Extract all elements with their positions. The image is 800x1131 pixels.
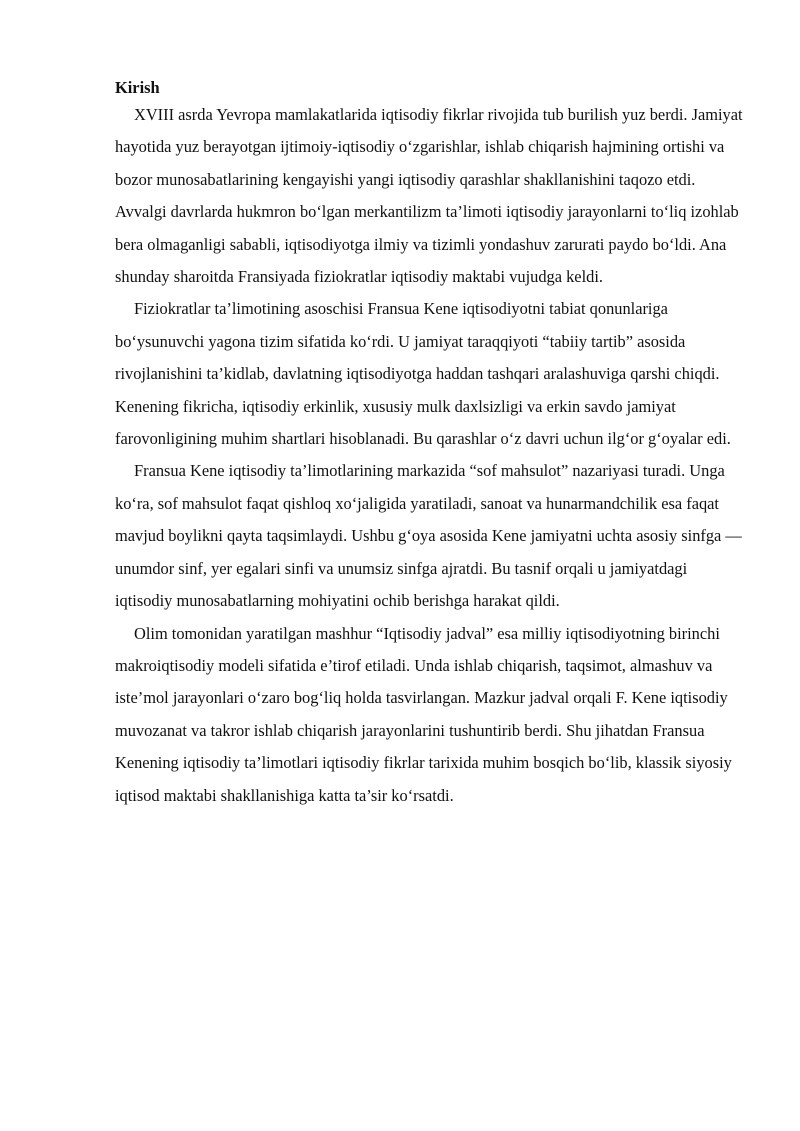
document-body bbox=[115, 77, 745, 812]
paragraph-3: Fransua Kene iqtisodiy ta’limotlarining markazida “sof mahsulot” nazariyasi turadi. Unga ko‘ra, sof mahsulot faqat qishloq xo‘jaligida yaratiladi, sanoat va hunarmandchilik esa faqat mavjud boylikni qayta taqsimlaydi. Ushbu g‘oya asosida Kene jamiyatni uchta asosiy sinfga — unumdor sinf, yer egalari sinfi va unumsiz sinfga ajratdi. Bu tasnif orqali u jamiyatdagi iqtisodiy munosabatlarning mohiyatini ochib berishga harakat qildi. bbox=[115, 461, 742, 611]
paragraph-1: XVIII asrda Yevropa mamlakatlarida iqtisodiy fikrlar rivojida tub burilish yuz berdi. Jamiyat hayotida yuz berayotgan ijtimoiy-iqtisodiy o‘zgarishlar, ishlab chiqarish hajmining ortishi va bozor munosabatlarining kengayishi yangi iqtisodiy qarashlar shakllanishini taqozo etdi. Avvalgi davrlarda hukmron bo‘lgan merkantilizm ta’limoti iqtisodiy jarayonlarni to‘liq izohlab bera olmaganligi sababli, iqtisodiyotga ilmiy va tizimli yondashuv zarurati paydo bo‘ldi. Ana shunday sharoitda Fransiyada fiziokratlar iqtisodiy maktabi vujudga keldi. bbox=[115, 105, 743, 287]
paragraph-4: Olim tomonidan yaratilgan mashhur “Iqtisodiy jadval” esa milliy iqtisodiyotning birinchi makroiqtisodiy modeli sifatida e’tirof etiladi. Unda ishlab chiqarish, taqsimot, almashuv va iste’mol jarayonlari o‘zaro bog‘liq holda tasvirlangan. Mazkur jadval orqali F. Kene iqtisodiy muvozanat va takror ishlab chiqarish jarayonlarini tushuntirib berdi. Shu jihatdan Fransua Kenening iqtisodiy ta’limotlari iqtisodiy fikrlar tarixida muhim bosqich bo‘lib, klassik siyosiy iqtisod maktabi shakllanishiga katta ta’sir ko‘rsatdi. bbox=[115, 623, 732, 805]
paragraph-2: Fiziokratlar ta’limotining asoschisi Fransua Kene iqtisodiyotni tabiat qonunlariga bo‘ysunuvchi yagona tizim sifatida ko‘rdi. U jamiyat taraqqiyoti “tabiiy tartib” asosida rivojlanishini ta’kidlab, davlatning iqtisodiyotga haddan tashqari aralashuviga qarshi chiqdi. Kenening fikricha, iqtisodiy erkinlik, xususiy mulk daxlsizligi va erkin savdo jamiyat farovonligining muhim shartlari hisoblanadi. Bu qarashlar o‘z davri uchun ilg‘or g‘oyalar edi. bbox=[115, 299, 731, 449]
section-heading: Kirish bbox=[115, 78, 160, 97]
